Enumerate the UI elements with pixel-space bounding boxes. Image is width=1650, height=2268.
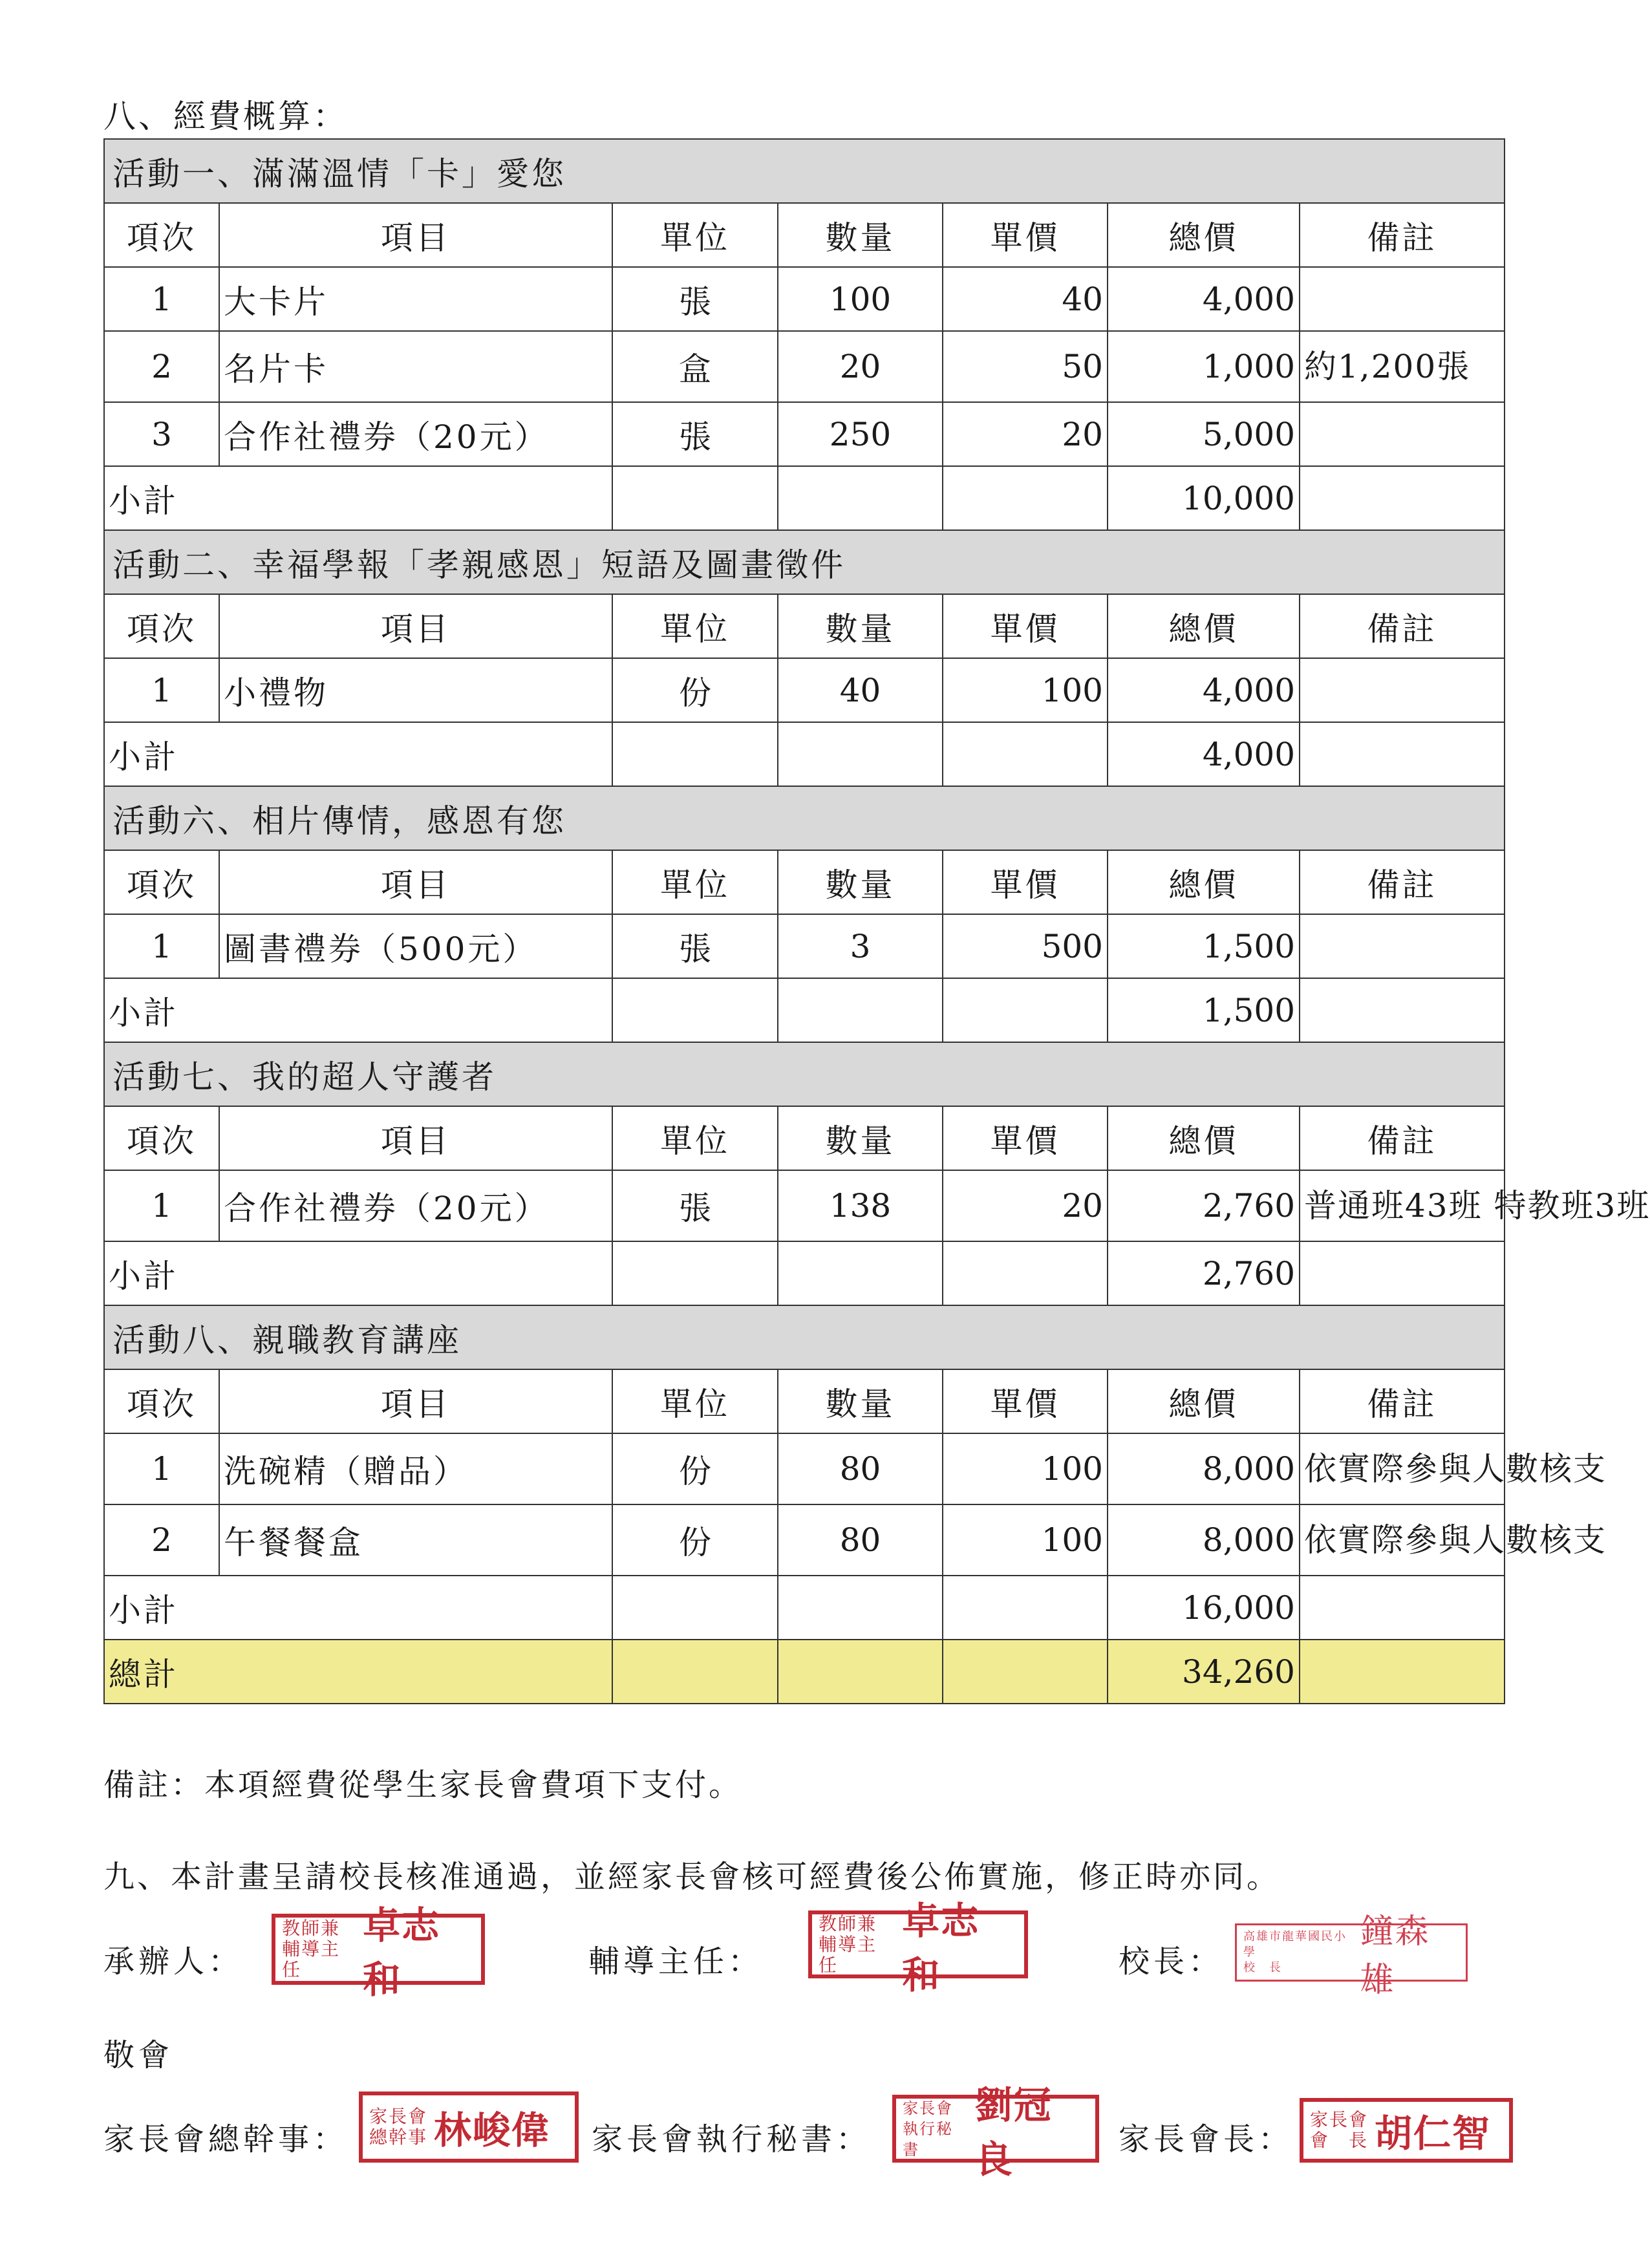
stamp-title: 教師兼 [819, 1912, 877, 1934]
cell-empty [612, 978, 778, 1042]
cell-price: 40 [943, 267, 1108, 331]
table-row [104, 1433, 1505, 1504]
handler-label: 承辦人： [103, 1943, 244, 1980]
column-header-row [104, 850, 1505, 914]
cell-empty [1300, 978, 1505, 1042]
cell-item: 合作社禮券（20元） [219, 402, 612, 466]
cell-item: 圖書禮券（500元） [219, 914, 612, 978]
cell-empty [778, 1241, 943, 1305]
header-col-no: 項次 [104, 1106, 219, 1170]
header-col-no: 項次 [104, 203, 219, 267]
subtotal-value: 1,500 [1108, 978, 1300, 1042]
cell-empty [778, 978, 943, 1042]
table-row [104, 658, 1505, 722]
stamp-title: 家長會 [903, 2099, 953, 2117]
cell-item: 合作社禮券（20元） [219, 1170, 612, 1241]
header-col-total: 總價 [1108, 1369, 1300, 1433]
table-row [104, 331, 1505, 402]
cell-no: 1 [104, 1433, 219, 1504]
subtotal-label: 小計 [104, 466, 612, 530]
cell-total: 8,000 [1108, 1433, 1300, 1504]
cell-empty [612, 1576, 778, 1640]
cell-unit: 張 [612, 402, 778, 466]
cell-qty: 100 [778, 267, 943, 331]
subtotal-row [104, 1576, 1505, 1640]
header-col-total: 總價 [1108, 203, 1300, 267]
activity-title-row [104, 139, 1505, 203]
cell-qty: 20 [778, 331, 943, 402]
cell-price: 20 [943, 1170, 1108, 1241]
cell-item: 名片卡 [219, 331, 612, 402]
cell-empty [778, 1640, 943, 1704]
cell-item: 大卡片 [219, 267, 612, 331]
stamp-title: 輔導主任 [282, 1938, 341, 1980]
cell-qty: 40 [778, 658, 943, 722]
grand-total-row [104, 1640, 1505, 1704]
activity-title-row [104, 530, 1505, 594]
stamp-title: 教師兼 [282, 1918, 341, 1939]
subtotal-label: 小計 [104, 722, 612, 786]
header-col-item: 項目 [219, 203, 612, 267]
cell-empty [612, 1241, 778, 1305]
principal-label: 校長： [1119, 1943, 1224, 1980]
grand-total-value: 34,260 [1108, 1640, 1300, 1704]
cell-price: 100 [943, 1504, 1108, 1576]
table-row [104, 402, 1505, 466]
subtotal-row [104, 1241, 1505, 1305]
header-col-unit: 單位 [612, 1369, 778, 1433]
budget-table [103, 138, 1650, 1704]
header-col-unit: 單位 [612, 594, 778, 658]
header-col-no: 項次 [104, 850, 219, 914]
subtotal-label: 小計 [104, 1576, 612, 1640]
cell-empty [1300, 1576, 1505, 1640]
cell-note [1300, 402, 1505, 466]
pta-exec-secretary-label: 家長會執行秘書： [592, 2121, 872, 2157]
stamp-name: 林峻偉 [434, 2108, 551, 2152]
stamp-title: 執行秘書 [903, 2119, 953, 2159]
cell-no: 1 [104, 658, 219, 722]
stamp-title: 家長會 [1310, 2109, 1369, 2130]
cell-unit: 張 [612, 1170, 778, 1241]
subtotal-value: 2,760 [1108, 1241, 1300, 1305]
director-stamp [808, 1898, 1028, 1997]
stamp-title: 校 長 [1243, 1961, 1282, 1974]
cell-price: 100 [943, 658, 1108, 722]
header-col-unit: 單位 [612, 1106, 778, 1170]
subtotal-label: 小計 [104, 978, 612, 1042]
cell-qty: 3 [778, 914, 943, 978]
cell-empty [778, 466, 943, 530]
cell-total: 4,000 [1108, 658, 1300, 722]
table-row [104, 1504, 1505, 1576]
respect-text: 敬會 [103, 2037, 174, 2073]
cell-qty: 80 [778, 1504, 943, 1576]
stamp-title: 總幹事 [369, 2126, 428, 2148]
subtotal-label: 小計 [104, 1241, 612, 1305]
pta-exec-secretary-stamp [892, 2082, 1099, 2181]
cell-price: 20 [943, 402, 1108, 466]
grand-total-label: 總計 [104, 1640, 612, 1704]
cell-qty: 250 [778, 402, 943, 466]
table-row [104, 914, 1505, 978]
header-col-price: 單價 [943, 203, 1108, 267]
subtotal-row [104, 722, 1505, 786]
cell-empty [1300, 1241, 1505, 1305]
header-col-item: 項目 [219, 850, 612, 914]
stamp-name: 鐘森雄 [1360, 1912, 1430, 2000]
header-col-qty: 數量 [778, 850, 943, 914]
cell-unit: 份 [612, 1433, 778, 1504]
table-row [104, 1170, 1505, 1241]
cell-total: 1,000 [1108, 331, 1300, 402]
cell-note: 依實際參與人數核支 [1300, 1433, 1505, 1504]
cell-no: 1 [104, 914, 219, 978]
cell-empty [612, 466, 778, 530]
cell-total: 5,000 [1108, 402, 1300, 466]
header-col-unit: 單位 [612, 850, 778, 914]
header-col-price: 單價 [943, 850, 1108, 914]
cell-empty [778, 722, 943, 786]
header-col-item: 項目 [219, 594, 612, 658]
cell-note: 依實際參與人數核支 [1300, 1504, 1505, 1576]
header-col-note: 備註 [1300, 850, 1505, 914]
cell-note: 約1,200張 [1300, 331, 1505, 402]
cell-empty [943, 1241, 1108, 1305]
stamp-name: 卓志和 [363, 1903, 441, 2002]
cell-no: 1 [104, 267, 219, 331]
cell-empty [1300, 722, 1505, 786]
cell-no: 3 [104, 402, 219, 466]
section-nine: 九、本計畫呈請校長核准通過，並經家長會核可經費後公佈實施，修正時亦同。 [103, 1859, 1281, 1895]
cell-price: 50 [943, 331, 1108, 402]
cell-empty [778, 1576, 943, 1640]
cell-note [1300, 914, 1505, 978]
cell-unit: 份 [612, 1504, 778, 1576]
cell-empty [612, 722, 778, 786]
cell-empty [612, 1640, 778, 1704]
header-col-qty: 數量 [778, 1369, 943, 1433]
header-col-note: 備註 [1300, 594, 1505, 658]
cell-total: 2,760 [1108, 1170, 1300, 1241]
activity-title: 活動七、我的超人守護者 [104, 1042, 1505, 1106]
cell-item: 小禮物 [219, 658, 612, 722]
cell-unit: 張 [612, 914, 778, 978]
subtotal-value: 16,000 [1108, 1576, 1300, 1640]
cell-unit: 盒 [612, 331, 778, 402]
header-col-total: 總價 [1108, 1106, 1300, 1170]
handler-stamp [272, 1903, 485, 2002]
header-col-unit: 單位 [612, 203, 778, 267]
pta-president-stamp [1300, 2098, 1513, 2163]
cell-unit: 份 [612, 658, 778, 722]
stamp-name: 劉冠良 [974, 2082, 1053, 2181]
cell-empty [1300, 1640, 1505, 1704]
cell-total: 8,000 [1108, 1504, 1300, 1576]
cell-total: 1,500 [1108, 914, 1300, 978]
cell-no: 2 [104, 331, 219, 402]
table-row [104, 267, 1505, 331]
header-col-qty: 數量 [778, 203, 943, 267]
header-col-total: 總價 [1108, 594, 1300, 658]
pta-secretary-general-label: 家長會總幹事： [103, 2121, 348, 2157]
principal-stamp [1235, 1912, 1468, 2000]
stamp-title: 高雄市龍華國民小學 [1243, 1930, 1347, 1959]
cell-unit: 張 [612, 267, 778, 331]
header-col-qty: 數量 [778, 594, 943, 658]
director-label: 輔導主任： [588, 1943, 764, 1980]
cell-qty: 138 [778, 1170, 943, 1241]
header-col-note: 備註 [1300, 1106, 1505, 1170]
cell-empty [943, 978, 1108, 1042]
cell-no: 2 [104, 1504, 219, 1576]
cell-empty [943, 1640, 1108, 1704]
stamp-name: 胡仁智 [1375, 2112, 1492, 2156]
header-col-no: 項次 [104, 594, 219, 658]
cell-empty [943, 722, 1108, 786]
cell-empty [1300, 466, 1505, 530]
section-heading: 八、經費概算： [103, 98, 348, 135]
cell-note: 普通班43班 特教班3班 [1300, 1170, 1505, 1241]
subtotal-row [104, 466, 1505, 530]
column-header-row [104, 203, 1505, 267]
cell-item: 午餐餐盒 [219, 1504, 612, 1576]
header-col-price: 單價 [943, 1106, 1108, 1170]
cell-total: 4,000 [1108, 267, 1300, 331]
stamp-title: 家長會 [369, 2106, 428, 2127]
header-col-qty: 數量 [778, 1106, 943, 1170]
column-header-row [104, 1106, 1505, 1170]
subtotal-row [104, 978, 1505, 1042]
stamp-name: 卓志和 [902, 1898, 980, 1997]
cell-no: 1 [104, 1170, 219, 1241]
activity-title-row [104, 786, 1505, 850]
header-col-item: 項目 [219, 1106, 612, 1170]
header-col-no: 項次 [104, 1369, 219, 1433]
activity-title: 活動六、相片傳情，感恩有您 [104, 786, 1505, 850]
cell-price: 100 [943, 1433, 1108, 1504]
column-header-row [104, 594, 1505, 658]
activity-title-row [104, 1305, 1505, 1369]
cell-empty [943, 1576, 1108, 1640]
subtotal-value: 10,000 [1108, 466, 1300, 530]
cell-note [1300, 267, 1505, 331]
header-col-total: 總價 [1108, 850, 1300, 914]
stamp-title: 輔導主任 [819, 1933, 877, 1976]
header-col-item: 項目 [219, 1369, 612, 1433]
header-col-note: 備註 [1300, 203, 1505, 267]
cell-price: 500 [943, 914, 1108, 978]
cell-qty: 80 [778, 1433, 943, 1504]
column-header-row [104, 1369, 1505, 1433]
pta-president-label: 家長會長： [1119, 2121, 1294, 2157]
cell-note [1300, 658, 1505, 722]
activity-title-row [104, 1042, 1505, 1106]
activity-title: 活動二、幸福學報「孝親感恩」短語及圖畫徵件 [104, 530, 1505, 594]
pta-secretary-general-stamp [359, 2091, 579, 2163]
cell-item: 洗碗精（贈品） [219, 1433, 612, 1504]
activity-title: 活動一、滿滿溫情「卡」愛您 [104, 139, 1505, 203]
cell-empty [943, 466, 1108, 530]
stamp-title: 會 長 [1310, 2130, 1369, 2151]
budget-table-body [104, 139, 1650, 1704]
budget-remark: 備註：本項經費從學生家長會費項下支付。 [103, 1767, 743, 1803]
subtotal-value: 4,000 [1108, 722, 1300, 786]
header-col-note: 備註 [1300, 1369, 1505, 1433]
header-col-price: 單價 [943, 1369, 1108, 1433]
header-col-price: 單價 [943, 594, 1108, 658]
activity-title: 活動八、親職教育講座 [104, 1305, 1505, 1369]
